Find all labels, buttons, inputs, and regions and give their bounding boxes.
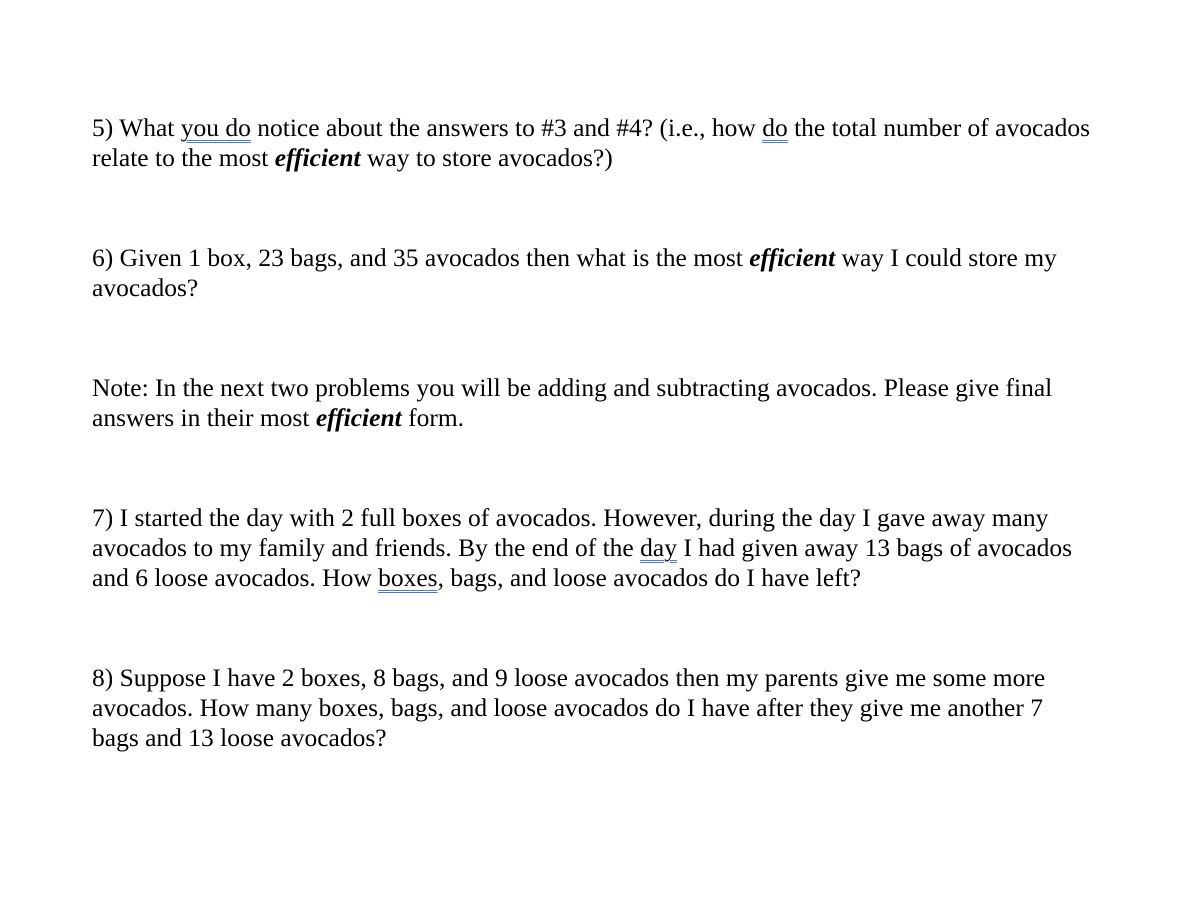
q7-text-5: , bags, and loose avocados do I have left? <box>437 563 862 592</box>
q7-grammar-flag-boxes: boxes <box>378 563 438 592</box>
q5-emphasis-efficient: efficient <box>274 143 361 172</box>
note-text-3: form. <box>401 403 465 432</box>
q6-emphasis-efficient: efficient <box>749 243 836 272</box>
q5-text-7: way to store avocados?) <box>360 143 613 172</box>
q5-text-3: notice about the answers to #3 and #4? (i.e., how <box>250 113 763 142</box>
q7-grammar-flag-day: day <box>640 533 677 562</box>
question-5 <box>92 113 1092 173</box>
q5-grammar-flag-2: do <box>762 113 788 142</box>
question-8 <box>92 663 1092 753</box>
note-emphasis-efficient: efficient <box>315 403 402 432</box>
note-text-1: Note: In the next two problems you will be adding and subtracting avocados. Please give final answers in their most <box>92 373 1053 432</box>
q6-text-1: 6) Given 1 box, 23 bags, and 35 avocados then what is the most <box>92 243 750 272</box>
q5-text-5: the total number of avocados relate to the most <box>92 113 1091 172</box>
question-6 <box>92 243 1092 303</box>
q6-text-3: way I could store my avocados? <box>92 243 1057 302</box>
q7-text-1: 7) I started the day with 2 full boxes of avocados. However, during the day I gave away many avocados to my family and friends. By the end of the <box>92 503 1049 562</box>
q5-grammar-flag-1: you do <box>180 113 251 142</box>
q8-text-1: 8) Suppose I have 2 boxes, 8 bags, and 9 loose avocados then my parents give me some more avocados. How many boxes, bags, and loose avocados do I have after they give me another 7 bags and 13 loose avocados? <box>92 663 1046 752</box>
note-paragraph <box>92 373 1092 433</box>
q7-text-3: I had given away 13 bags of avocados and 6 loose avocados. How <box>92 533 1073 592</box>
question-7 <box>92 503 1092 593</box>
q5-text-1: 5) What <box>92 113 181 142</box>
